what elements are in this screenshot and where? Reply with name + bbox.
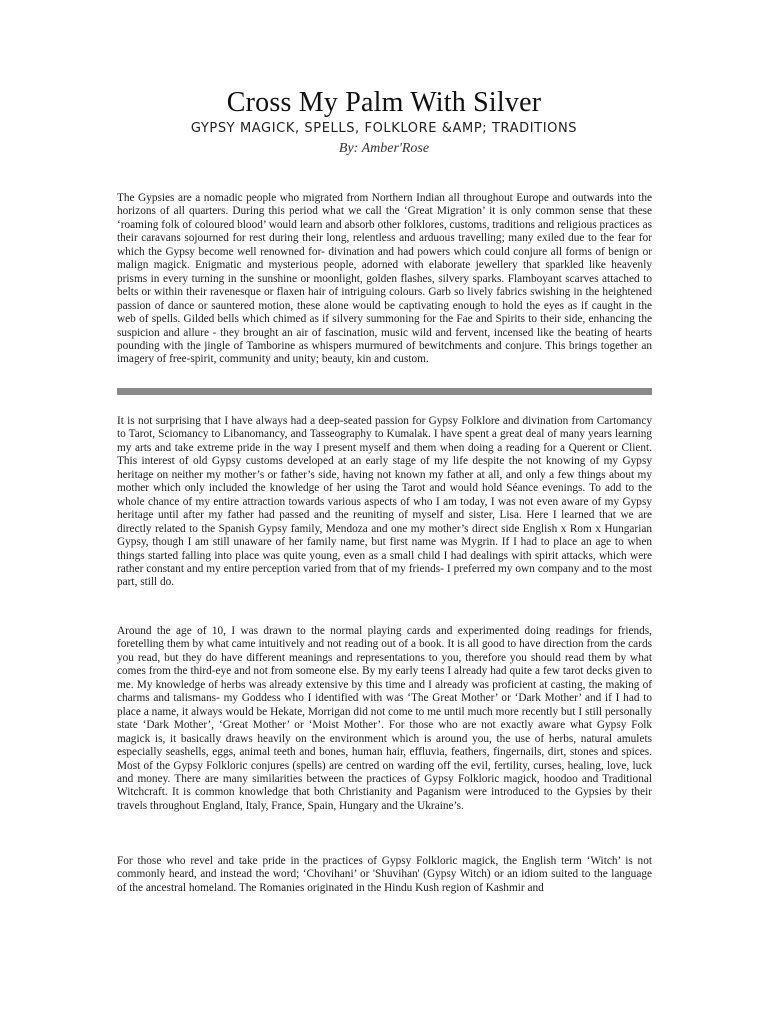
paragraph-2: It is not surprising that I have always had a deep-seated passion for Gypsy Folklore and divination from Cartomancy to Tarot, Sciomancy to Libanomancy, and Tasseography to Kumalak. I have spent a great deal of many years learning my arts and take extreme pride in the way I present myself and them when doing a reading for a Querent or Client. This interest of old Gypsy customs developed at an early stage of my life despite the not knowing of my Gypsy heritage on neither my mother’s or father’s side, having not known my father at all, and only a few things about my mother which only included the knowledge of her using the Tarot and would hold Séance evenings. To add to the whole chance of my entire attraction towards various aspects of who I am today, I was not even aware of my Gypsy heritage until after my father had passed and the reuniting of myself and sister, Lisa. Here I learned that we are directly related to the Spanish Gypsy family, Mendoza and one my mother’s direct side English x Rom x Hungarian Gypsy, though I am still unaware of her family name, but first name was Mygrin. If I had to place an age to when things started falling into place was quite young, even as a small child I had dealings with spirit attacks, which were rather constant and my entire perception varied from that of my friends- I preferred my own company and to the most part, still do. xyxy=(117,415,652,589)
document-title: Cross My Palm With Silver xyxy=(226,87,542,118)
paragraph-3: Around the age of 10, I was drawn to the normal playing cards and experimented doing readings for friends, foretelling them by what came intuitively and not reading out of a book. It is all good to have direction from the cards you read, but they do have different meanings and representations to you, therefore you should read them by what comes from the third-eye and not from someone else. By my early teens I already had quite a few tarot decks given to me. My knowledge of herbs was already extensive by this time and I already was proficient at casting, the making of charms and talismans- my Goddess who I identified with was ‘The Great Mother’ or ‘Dark Mother’ and if I had to place a name, it always would be Hekate, Morrigan did not come to me until much more recently but I still personally state ‘Dark Mother’, ‘Great Mother’ or ‘Moist Mother’. For those who are not exactly aware what Gypsy Folk magick is, it basically draws heavily on the environment which is around you, the use of herbs, natural amulets especially seashells, eggs, animal teeth and bones, human hair, effluvia, feathers, fingernails, dirt, stones and spices. Most of the Gypsy Folkloric conjures (spells) are centred on warding off the evil, fertility, curses, healing, love, luck and money. There are many similarities between the practices of Gypsy Folkloric magick, hoodoo and Traditional Witchcraft. It is common knowledge that both Christianity and Paganism were introduced to the Gypsies by their travels throughout England, Italy, France, Spain, Hungary and the Ukraine’s. xyxy=(117,625,652,812)
author-byline: By: Amber'Rose xyxy=(338,141,430,156)
document-subtitle: GYPSY MAGICK, SPELLS, FOLKLORE &AMP; TRADITIONS xyxy=(190,121,578,136)
paragraph-1: The Gypsies are a nomadic people who migrated from Northern Indian all throughout Europe and outwards into the horizons of all quarters. During this period what we call the ‘Great Migration’ it is only common sense that these ‘roaming folk of coloured blood’ would learn and absorb other folklores, customs, traditions and religious practices as their caravans sojourned for rest during their long, relentless and arduous travelling; many exiled due to the fear for which the Gypsy become well renowned for- divination and had powers which could conjure all forms of benign or malign magick. Enigmatic and mysterious people, adorned with elaborate jewellery that sparkled like heavenly prisms in every turning in the sunshine or moonlight, golden flashes, silvery sparks. Flamboyant scarves attached to belts or within their ravenesque or flaxen hair of intriguing colours. Garb so lively fabrics swishing in the heightened passion of dance or sauntered motion, these alone would be captivating enough to hold the eyes as if caught in the web of spells. Gilded bells which chimed as if silvery summoning for the Fae and Spirits to their side, enhancing the suspicion and allure - they brought an air of fascination, music wild and fervent, incensed like the beating of hearts pounding with the jingle of Tamborine as whispers murmured of bewitchments and conjure. This brings together an imagery of free-spirit, community and unity; beauty, kin and custom. xyxy=(117,192,652,366)
paragraph-4: For those who revel and take pride in the practices of Gypsy Folkloric magick, the English term ‘Witch’ is not commonly heard, and instead the word; ‘Chovihani’ or 'Shuvihan' (Gypsy Witch) or an idiom suited to the language of the ancestral homeland. The Romanies originated in the Hindu Kush region of Kashmir and xyxy=(117,855,652,894)
section-divider xyxy=(117,388,652,395)
